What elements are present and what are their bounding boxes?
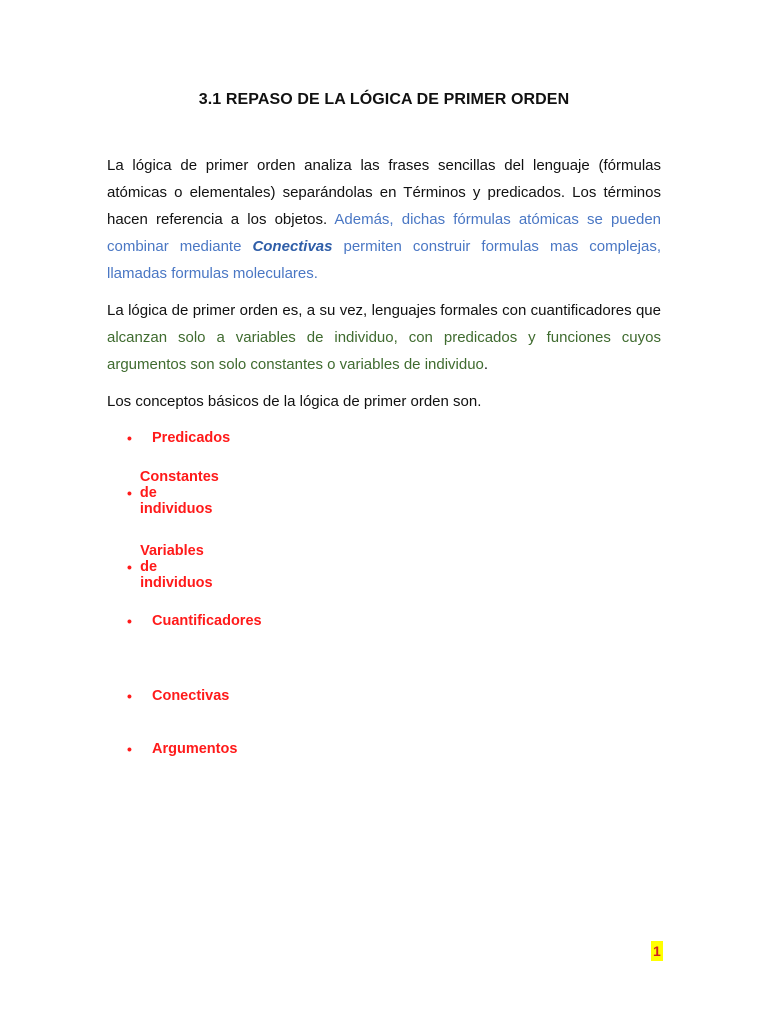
list-item: [127, 739, 237, 759]
list-item: [127, 686, 229, 706]
bullet-icon: •: [127, 559, 132, 575]
connectives-text: Además, dichas fórmulas atómicas se pueden combinar mediante: [107, 211, 661, 255]
list-item-label: Variables de individuos: [140, 543, 213, 591]
paragraph-end-period: .: [483, 356, 489, 373]
list-item: [127, 469, 231, 517]
page-number: 1: [653, 943, 661, 959]
intro-paragraph: [107, 152, 661, 287]
section-title: 3.1 REPASO DE LA LÓGICA DE PRIMER ORDEN: [198, 91, 570, 108]
quantifiers-paragraph: [107, 297, 661, 378]
individual-variables-text: alcanzan solo a variables de individuo, con predicados y funciones cuyos argumentos son solo constantes o variables de individuo: [107, 329, 661, 373]
intro-text: La lógica de primer orden analiza las frases sencillas del lenguaje (fórmulas atómicas o elementales) separándolas en Términos y predicados. Los términos hacen referencia a los objetos.: [107, 157, 661, 228]
list-item-label: Argumentos: [152, 741, 238, 757]
bullet-icon: •: [127, 688, 132, 704]
connectives-emphasis: Conectivas: [252, 238, 333, 255]
bullet-icon: •: [127, 741, 132, 757]
basic-concepts-intro: Los conceptos básicos de la lógica de primer orden son.: [107, 393, 482, 410]
list-item-label: Conectivas: [152, 688, 230, 704]
list-item: [127, 611, 262, 631]
list-item-label: Predicados: [152, 430, 231, 446]
molecular-formulas-text: permiten construir formulas mas complejas, llamadas formulas moleculares.: [107, 238, 662, 282]
quantifiers-text: La lógica de primer orden es, a su vez, lenguajes formales con cuantificadores que: [107, 302, 661, 319]
list-item: [127, 428, 230, 448]
bullet-icon: •: [127, 485, 132, 501]
bullet-icon: •: [127, 430, 132, 446]
list-item: [127, 543, 225, 591]
bullet-icon: •: [127, 613, 132, 629]
list-item-label: Constantes de individuos: [139, 469, 219, 517]
list-item-label: Cuantificadores: [152, 613, 262, 629]
